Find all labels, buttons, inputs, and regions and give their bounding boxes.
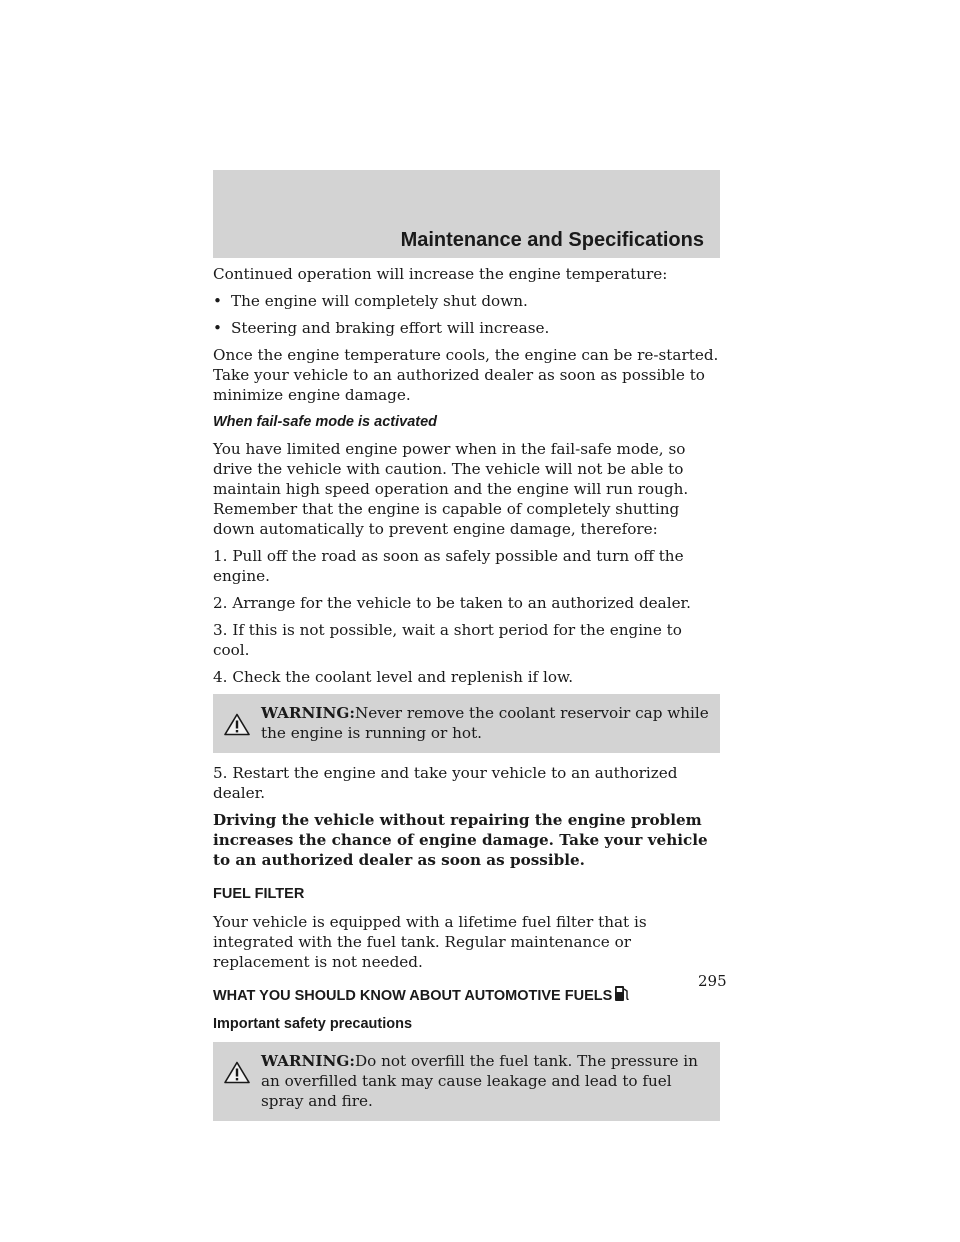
fuel-filter-heading: FUEL FILTER — [213, 886, 305, 902]
failsafe-heading: When fail-safe mode is activated — [213, 414, 438, 430]
page-title: Maintenance and Specifications — [400, 229, 704, 251]
bullet-text: The engine will completely shut down. — [231, 292, 528, 310]
warning-box-coolant — [213, 694, 720, 753]
fuels-heading: WHAT YOU SHOULD KNOW ABOUT AUTOMOTIVE FUELS — [213, 988, 613, 1004]
step-item: 3. If this is not possible, wait a short period for the engine to cool. — [213, 621, 682, 659]
fuels-heading-row — [213, 986, 723, 1006]
bullet-icon: • — [213, 292, 222, 310]
warning-box-fuel — [213, 1042, 720, 1121]
failsafe-paragraph: You have limited engine power when in the fail-safe mode, so drive the vehicle with caution. The vehicle will not be able to maintain high speed operation and the engine will run rough. Remember that the engine is capable of completely shutting down automatically to prevent engine damage, therefore: — [213, 440, 689, 538]
list-item — [213, 318, 723, 338]
warning-text — [261, 703, 720, 743]
warning-triangle-icon — [213, 703, 261, 743]
safety-subheading: Important safety precautions — [213, 1016, 413, 1032]
page-content — [213, 264, 723, 1131]
page-number: 295 — [698, 972, 727, 990]
header-band — [213, 170, 720, 258]
warning-triangle-icon — [213, 1051, 261, 1111]
step-item: 2. Arrange for the vehicle to be taken to an authorized dealer. — [213, 594, 691, 612]
warning-label: WARNING: — [261, 704, 355, 722]
warning-label: WARNING: — [261, 1052, 355, 1070]
fuel-pump-icon — [614, 983, 630, 1003]
fuel-filter-paragraph: Your vehicle is equipped with a lifetime fuel filter that is integrated with the fuel tank. Regular maintenance or replacement is not needed. — [213, 913, 647, 971]
warning-message: Never remove the coolant reservoir cap while the engine is running or hot. — [261, 704, 709, 742]
step-item: 5. Restart the engine and take your vehicle to an authorized dealer. — [213, 764, 678, 802]
warning-text — [261, 1051, 720, 1111]
list-item — [213, 291, 723, 311]
intro-paragraph: Continued operation will increase the engine temperature: — [213, 265, 668, 283]
step-item: 1. Pull off the road as soon as safely possible and turn off the engine. — [213, 547, 684, 585]
bullet-icon: • — [213, 319, 222, 337]
step-item: 4. Check the coolant level and replenish if low. — [213, 668, 574, 686]
restart-paragraph: Once the engine temperature cools, the engine can be re-started. Take your vehicle to an authorized dealer as soon as possible to minimize engine damage. — [213, 346, 719, 404]
bullet-text: Steering and braking effort will increase. — [231, 319, 550, 337]
warning-message: Do not overfill the fuel tank. The pressure in an overfilled tank may cause leakage and lead to fuel spray and fire. — [261, 1052, 698, 1110]
bold-notice: Driving the vehicle without repairing the engine problem increases the chance of engine damage. Take your vehicle to an authorized dealer as soon as possible. — [213, 811, 708, 869]
